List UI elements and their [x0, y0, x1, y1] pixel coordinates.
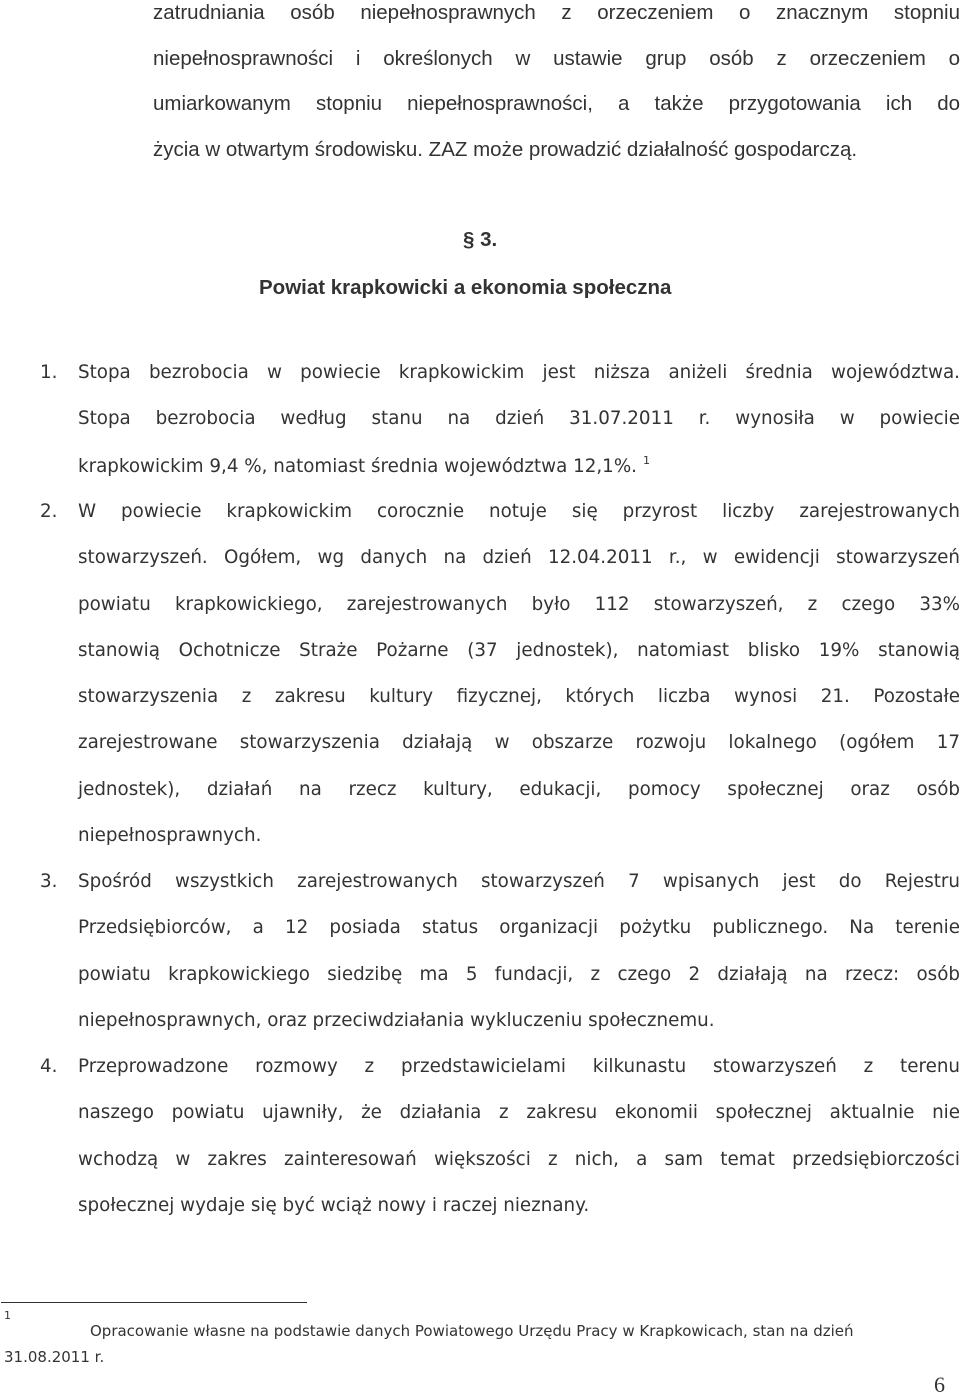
list-item-line: Stopa bezrobocia według stanu na dzień 31.07.2011 r. wynosiła w powiecie [78, 408, 960, 429]
list-item-text: krapkowickim 9,4 %, natomiast średnia województwa 12,1%. [78, 456, 637, 477]
list-item-number: 1. [40, 362, 58, 383]
list-item-line: stowarzyszeń. Ogółem, wg danych na dzień 12.04.2011 r., w ewidencji stowarzyszeń [78, 547, 960, 568]
footnote-marker: 1 [4, 1309, 11, 1322]
intro-line: niepełnosprawności i określonych w ustawie grup osób z orzeczeniem o [153, 46, 960, 70]
list-item-number: 3. [40, 871, 58, 892]
footnote-separator [1, 1302, 307, 1303]
intro-paragraph [153, 0, 960, 172]
intro-line: umiarkowanym stopniu niepełnosprawności, a także przygotowania ich do [153, 92, 960, 115]
list-item-line: Przedsiębiorców, a 12 posiada status organizacji pożytku publicznego. Na terenie [78, 917, 960, 938]
list-item-line: W powiecie krapkowickim corocznie notuje się przyrost liczby zarejestrowanych [78, 501, 960, 522]
footnote-text-continued: 31.08.2011 r. [4, 1348, 105, 1366]
list-item-line: jednostek), działań na rzecz kultury, edukacji, pomocy społecznej oraz osób [78, 779, 960, 800]
intro-line: zatrudniania osób niepełnosprawnych z orzeczeniem o znacznym stopniu [153, 1, 960, 24]
list-item-line: powiatu krapkowickiego siedzibę ma 5 fundacji, z czego 2 działają na rzecz: osób [78, 964, 960, 985]
list-item-line: stowarzyszenia z zakresu kultury fizycznej, których liczba wynosi 21. Pozostałe [78, 686, 960, 707]
list-item-line [78, 454, 960, 477]
footnote-text: Opracowanie własne na podstawie danych Powiatowego Urzędu Pracy w Krapkowicach, stan na dzień [90, 1322, 854, 1340]
intro-line: życia w otwartym środowisku. ZAZ może prowadzić działalność gospodarczą. [153, 137, 858, 161]
list-item-line: niepełnosprawnych. [78, 825, 262, 846]
list-item-line: Przeprowadzone rozmowy z przedstawicielami kilkunastu stowarzyszeń z terenu [78, 1056, 960, 1077]
list-item-line: powiatu krapkowickiego, zarejestrowanych było 112 stowarzyszeń, z czego 33% [78, 594, 960, 615]
list-item-line: społecznej wydaje się być wciąż nowy i raczej nieznany. [78, 1195, 590, 1216]
list-item-line: Spośród wszystkich zarejestrowanych stowarzyszeń 7 wpisanych jest do Rejestru [78, 871, 960, 892]
section-number: § 3. [463, 228, 498, 251]
list-item-line: stanowią Ochotnicze Straże Pożarne (37 jednostek), natomiast blisko 19% stanowią [78, 640, 960, 661]
list-item-line: zarejestrowane stowarzyszenia działają w obszarze rozwoju lokalnego (ogółem 17 [78, 732, 960, 753]
section-title: Powiat krapkowicki a ekonomia społeczna [259, 276, 672, 299]
list-item-number: 4. [40, 1056, 58, 1077]
list-item-line: wchodzą w zakres zainteresowań większości z nich, a sam temat przedsiębiorczości [78, 1149, 960, 1170]
list-item-line: Stopa bezrobocia w powiecie krapkowickim jest niższa aniżeli średnia województwa. [78, 362, 960, 383]
page-number: 6 [934, 1372, 945, 1397]
list-item-number: 2. [40, 501, 58, 522]
list-item-line: naszego powiatu ujawniły, że działania z zakresu ekonomii społecznej aktualnie nie [78, 1102, 960, 1123]
footnote-reference[interactable]: 1 [643, 454, 650, 467]
list-item-line: niepełnosprawnych, oraz przeciwdziałania wykluczeniu społecznemu. [78, 1010, 715, 1031]
